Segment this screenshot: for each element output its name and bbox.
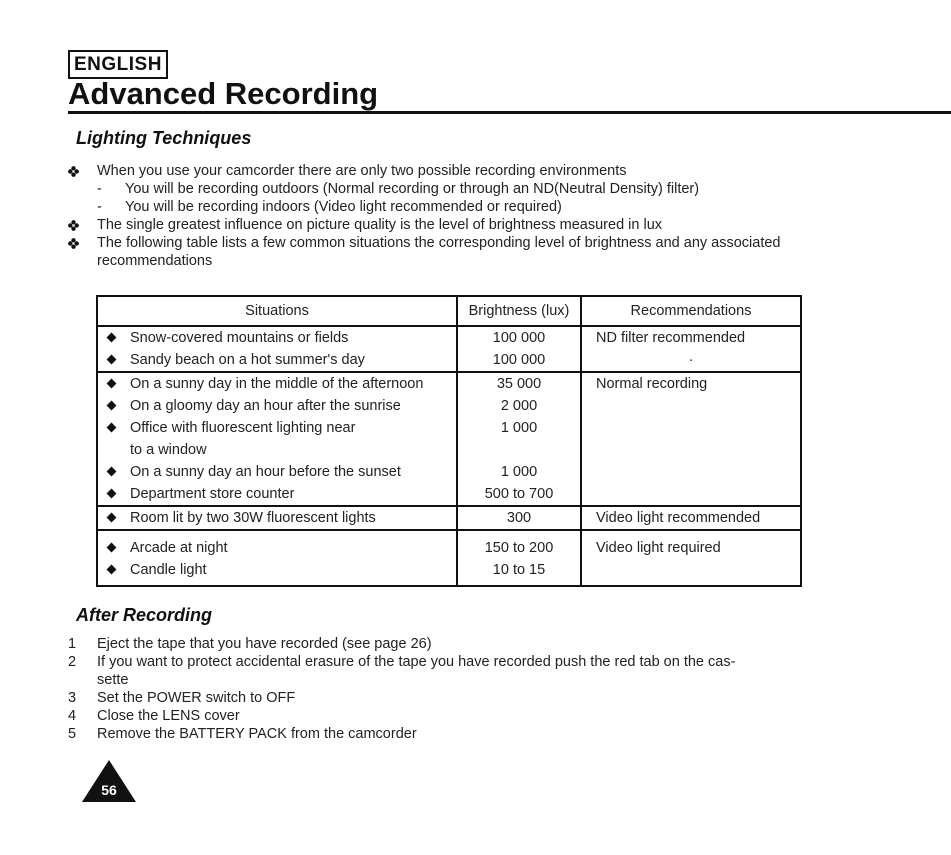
step-number: 5 xyxy=(68,726,77,742)
diamond-bullet-icon xyxy=(107,565,117,575)
bullet-item xyxy=(68,234,868,252)
table-row xyxy=(97,395,801,417)
diamond-bullet-icon xyxy=(107,467,117,477)
diamond-bullet-icon xyxy=(107,423,117,433)
situation-cell: On a sunny day an hour before the sunset xyxy=(130,464,401,480)
sub-bullet-text: You will be recording indoors (Video light recommended or required) xyxy=(125,199,562,215)
recommendation-cell: Video light recommended xyxy=(581,506,801,530)
diamond-bullet-icon xyxy=(107,355,117,365)
lux-cell: 100 000 xyxy=(457,326,581,349)
step-item xyxy=(68,653,898,689)
recommendation-cell: Normal recording xyxy=(581,372,801,395)
bullet-continuation: recommendations xyxy=(97,253,213,269)
bullet-text: The following table lists a few common situations the corresponding level of brightness and any associated xyxy=(97,235,781,251)
section-heading-lighting: Lighting Techniques xyxy=(76,128,252,148)
clover-bullet-icon xyxy=(68,238,79,249)
column-header-situations: Situations xyxy=(97,296,457,326)
recommendation-cell: · xyxy=(581,349,801,372)
step-item xyxy=(68,725,898,743)
step-text: Set the POWER switch to OFF xyxy=(97,690,296,706)
table-row xyxy=(97,372,801,395)
situation-cell: Sandy beach on a hot summer's day xyxy=(130,352,365,368)
step-number: 2 xyxy=(68,654,77,670)
after-recording-steps xyxy=(68,635,898,743)
recommendation-cell: Video light required xyxy=(581,530,801,559)
table-row xyxy=(97,483,801,506)
situation-cell: Candle light xyxy=(130,562,207,578)
table-row xyxy=(97,530,801,559)
clover-bullet-icon xyxy=(68,220,79,231)
lux-cell: 2 000 xyxy=(457,395,581,417)
step-item xyxy=(68,689,898,707)
page-number: 56 xyxy=(101,782,117,798)
situation-cell: Arcade at night xyxy=(130,540,228,556)
situation-cell: Room lit by two 30W fluorescent lights xyxy=(130,510,376,526)
recommendation-cell xyxy=(581,395,801,417)
lux-cell: 150 to 200 xyxy=(457,530,581,559)
table-row xyxy=(97,417,801,461)
step-text-continuation: sette xyxy=(97,672,129,688)
recommendation-cell xyxy=(581,417,801,461)
lux-cell: 1 000 xyxy=(457,417,581,461)
dash-marker: - xyxy=(97,181,102,197)
lux-cell: 10 to 15 xyxy=(457,559,581,586)
title-divider xyxy=(68,111,951,114)
step-text: If you want to protect accidental erasure of the tape you have recorded push the red tab on the cas- xyxy=(97,654,736,670)
diamond-bullet-icon xyxy=(107,513,117,523)
column-header-brightness: Brightness (lux) xyxy=(457,296,581,326)
clover-bullet-icon xyxy=(68,166,79,177)
lux-cell: 100 000 xyxy=(457,349,581,372)
step-item xyxy=(68,635,898,653)
situation-cell: On a sunny day in the middle of the afternoon xyxy=(130,376,424,392)
sub-bullet-item xyxy=(68,180,868,198)
step-number: 3 xyxy=(68,690,77,706)
table-row xyxy=(97,349,801,372)
lux-cell: 1 000 xyxy=(457,461,581,483)
step-text: Remove the BATTERY PACK from the camcorder xyxy=(97,726,417,742)
step-item xyxy=(68,707,898,725)
sub-bullet-text: You will be recording outdoors (Normal recording or through an ND(Neutral Density) filter) xyxy=(125,181,700,197)
recommendation-cell xyxy=(581,559,801,586)
situation-cell: Snow-covered mountains or fields xyxy=(130,330,349,346)
step-text: Eject the tape that you have recorded (see page 26) xyxy=(97,636,432,652)
language-badge: ENGLISH xyxy=(68,50,168,79)
bullet-item xyxy=(68,216,868,234)
diamond-bullet-icon xyxy=(107,333,117,343)
lux-cell: 300 xyxy=(457,506,581,530)
column-header-recommendations: Recommendations xyxy=(581,296,801,326)
situation-cell: On a gloomy day an hour after the sunrise xyxy=(130,398,401,414)
recommendation-cell xyxy=(581,461,801,483)
step-text: Close the LENS cover xyxy=(97,708,240,724)
table-row xyxy=(97,506,801,530)
recommendation-cell: ND filter recommended xyxy=(581,326,801,349)
table-row xyxy=(97,559,801,586)
table-row xyxy=(97,326,801,349)
table-row xyxy=(97,461,801,483)
diamond-bullet-icon xyxy=(107,401,117,411)
sub-bullet-item xyxy=(68,198,868,216)
page-title: Advanced Recording xyxy=(68,76,379,111)
dash-marker: - xyxy=(97,199,102,215)
diamond-bullet-icon xyxy=(107,543,117,553)
bullet-item xyxy=(68,162,868,180)
lighting-bullet-list xyxy=(68,162,868,270)
lux-cell: 500 to 700 xyxy=(457,483,581,506)
step-number: 1 xyxy=(68,636,77,652)
diamond-bullet-icon xyxy=(107,379,117,389)
situation-cell: Office with fluorescent lighting near xyxy=(130,420,356,436)
section-heading-after-recording: After Recording xyxy=(76,605,213,625)
bullet-text: The single greatest influence on picture quality is the level of brightness measured in lux xyxy=(97,217,663,233)
diamond-bullet-icon xyxy=(107,489,117,499)
situation-cell: Department store counter xyxy=(130,486,295,502)
lux-cell: 35 000 xyxy=(457,372,581,395)
bullet-text: When you use your camcorder there are only two possible recording environments xyxy=(97,163,627,179)
situation-cell-continuation: to a window xyxy=(130,442,207,458)
recommendation-cell xyxy=(581,483,801,506)
step-number: 4 xyxy=(68,708,77,724)
table-header-row xyxy=(97,296,801,326)
brightness-table xyxy=(96,295,802,587)
